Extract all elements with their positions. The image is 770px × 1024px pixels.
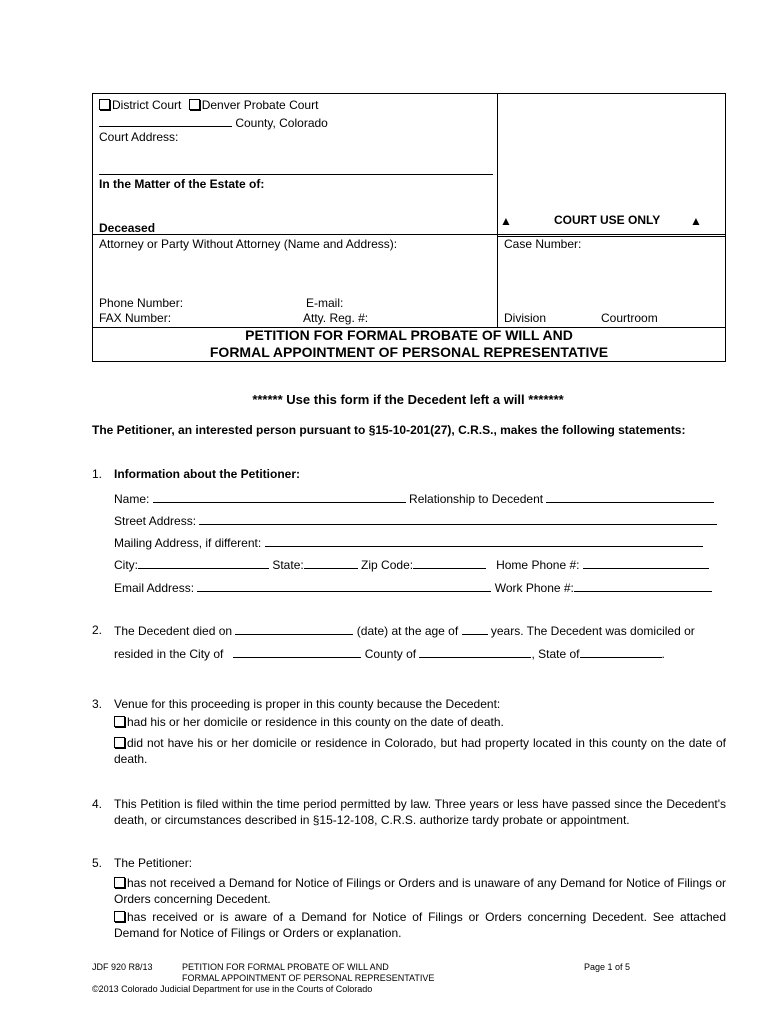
period-mark: . [661, 647, 665, 661]
mailing-row [114, 535, 703, 550]
section4-number: 4. [92, 797, 103, 811]
death-date-field[interactable] [235, 623, 353, 635]
caption-divider [497, 93, 498, 327]
section3-text: Venue for this proceeding is proper in this county because the Decedent: [114, 697, 501, 711]
work-phone-field[interactable] [574, 580, 712, 592]
footer-copyright: ©2013 Colorado Judicial Department for use in the Courts of Colorado [92, 984, 373, 994]
relationship-field[interactable] [546, 491, 714, 503]
caption-rule-1 [92, 234, 725, 235]
residence-row [114, 646, 665, 661]
intro-statement: The Petitioner, an interested person pursuant to §15-10-201(27), C.R.S., makes the following statements: [92, 423, 686, 437]
resided-county-field[interactable] [419, 646, 531, 658]
venue-option-2-text: did not have his or her domicile or residence in Colorado, but had property located in this county on the date of death. [114, 736, 726, 766]
denver-probate-checkbox[interactable] [189, 99, 200, 110]
died-on-label: The Decedent died on [114, 624, 233, 638]
form-title-line2: FORMAL APPOINTMENT OF PERSONAL REPRESENTATIVE [209, 344, 609, 360]
demand-option-2 [114, 909, 726, 941]
venue-option-1-text: had his or her domicile or residence in this county on the date of death. [127, 715, 504, 729]
work-phone-label: Work Phone #: [494, 581, 574, 595]
street-field[interactable] [199, 513, 717, 525]
county-row [99, 115, 328, 130]
age-field[interactable] [462, 623, 488, 635]
mailing-label: Mailing Address, if different: [114, 536, 262, 550]
venue-option-2 [114, 735, 726, 767]
name-field[interactable] [153, 491, 406, 503]
years-label: years. The Decedent was domiciled or [490, 624, 695, 638]
section5-text: The Petitioner: [114, 856, 193, 870]
county-colorado-label: County, Colorado [235, 116, 328, 130]
county-of-label: County of [364, 647, 417, 661]
state-label: State: [272, 558, 304, 572]
section4-text: This Petition is filed within the time period permitted by law. Three years or less have passed since the Decedent's death, or circumstances described in §15-12-108, C.R.S. authorize tardy probate or appointment. [114, 797, 726, 827]
denver-probate-label: Denver Probate Court [201, 98, 319, 112]
petitioner-email-label: Email Address: [114, 581, 195, 595]
court-address-label: Court Address: [99, 130, 179, 144]
footer-form-id: JDF 920 R8/13 [92, 962, 153, 972]
triangle-left-icon: ▲ [500, 214, 512, 228]
mailing-field[interactable] [265, 535, 703, 547]
court-type-row [99, 98, 318, 112]
case-number-label: Case Number: [504, 237, 582, 251]
phone-label: Phone Number: [99, 296, 184, 310]
email-row [114, 580, 712, 595]
city-row [114, 557, 709, 572]
deceased-label: Deceased [99, 221, 156, 235]
court-address-line[interactable] [99, 174, 493, 175]
name-row [114, 491, 714, 506]
resided-state-field[interactable] [580, 646, 662, 658]
court-use-only-label: COURT USE ONLY [554, 213, 661, 227]
attorney-label: Attorney or Party Without Attorney (Name and Address): [99, 237, 398, 251]
zip-label: Zip Code: [361, 558, 414, 572]
resided-label: resided in the City of [114, 647, 224, 661]
use-note: ****** Use this form if the Decedent left a will ******* [252, 392, 564, 407]
death-row [114, 623, 695, 638]
petitioner-email-field[interactable] [197, 580, 491, 592]
venue-option-1-checkbox[interactable] [114, 716, 125, 727]
division-label: Division [504, 311, 547, 325]
footer-page-number: Page 1 of 5 [584, 962, 631, 972]
demand-option-2-checkbox[interactable] [114, 911, 125, 922]
demand-option-1-text: has not received a Demand for Notice of Filings or Orders and is unaware of any Demand for Notice of Filings or Orders concerning Decedent. [114, 876, 726, 906]
atty-reg-label: Atty. Reg. #: [303, 311, 369, 325]
courtroom-label: Courtroom [601, 311, 658, 325]
section1-number: 1. [92, 467, 103, 481]
home-phone-field[interactable] [583, 557, 709, 569]
home-phone-label: Home Phone #: [496, 558, 580, 572]
zip-field[interactable] [413, 557, 486, 569]
footer-title-2: FORMAL APPOINTMENT OF PERSONAL REPRESENTATIVE [182, 973, 435, 983]
venue-option-1 [114, 715, 504, 729]
section1-heading: Information about the Petitioner: [114, 467, 300, 481]
state-of-label: , State of [531, 647, 580, 661]
district-court-checkbox[interactable] [99, 99, 110, 110]
fax-label: FAX Number: [99, 311, 172, 325]
triangle-right-icon: ▲ [690, 214, 702, 228]
demand-option-1-checkbox[interactable] [114, 877, 125, 888]
venue-option-2-checkbox[interactable] [114, 737, 125, 748]
demand-option-1 [114, 875, 726, 907]
street-row [114, 513, 717, 528]
street-label: Street Address: [114, 514, 197, 528]
section5-number: 5. [92, 856, 103, 870]
city-field[interactable] [138, 557, 269, 569]
district-court-label: District Court [112, 98, 182, 112]
date-age-label: (date) at the age of [356, 624, 459, 638]
section2-number: 2. [92, 623, 103, 637]
resided-city-field[interactable] [233, 646, 361, 658]
relationship-label: Relationship to Decedent [409, 492, 544, 506]
state-field[interactable] [304, 557, 358, 569]
estate-of-label: In the Matter of the Estate of: [99, 177, 265, 191]
email-label: E-mail: [306, 296, 344, 310]
county-blank[interactable] [99, 115, 232, 127]
form-title-line1: PETITION FOR FORMAL PROBATE OF WILL AND [245, 327, 573, 343]
section3-number: 3. [92, 697, 103, 711]
footer-title-1: PETITION FOR FORMAL PROBATE OF WILL AND [182, 962, 389, 972]
city-label: City: [114, 558, 138, 572]
demand-option-2-text: has received or is aware of a Demand for Notice of Filings or Orders concerning Decedent. See attached Demand for Notice of Filings or Orders or explanation. [114, 910, 726, 940]
name-label: Name: [114, 492, 150, 506]
